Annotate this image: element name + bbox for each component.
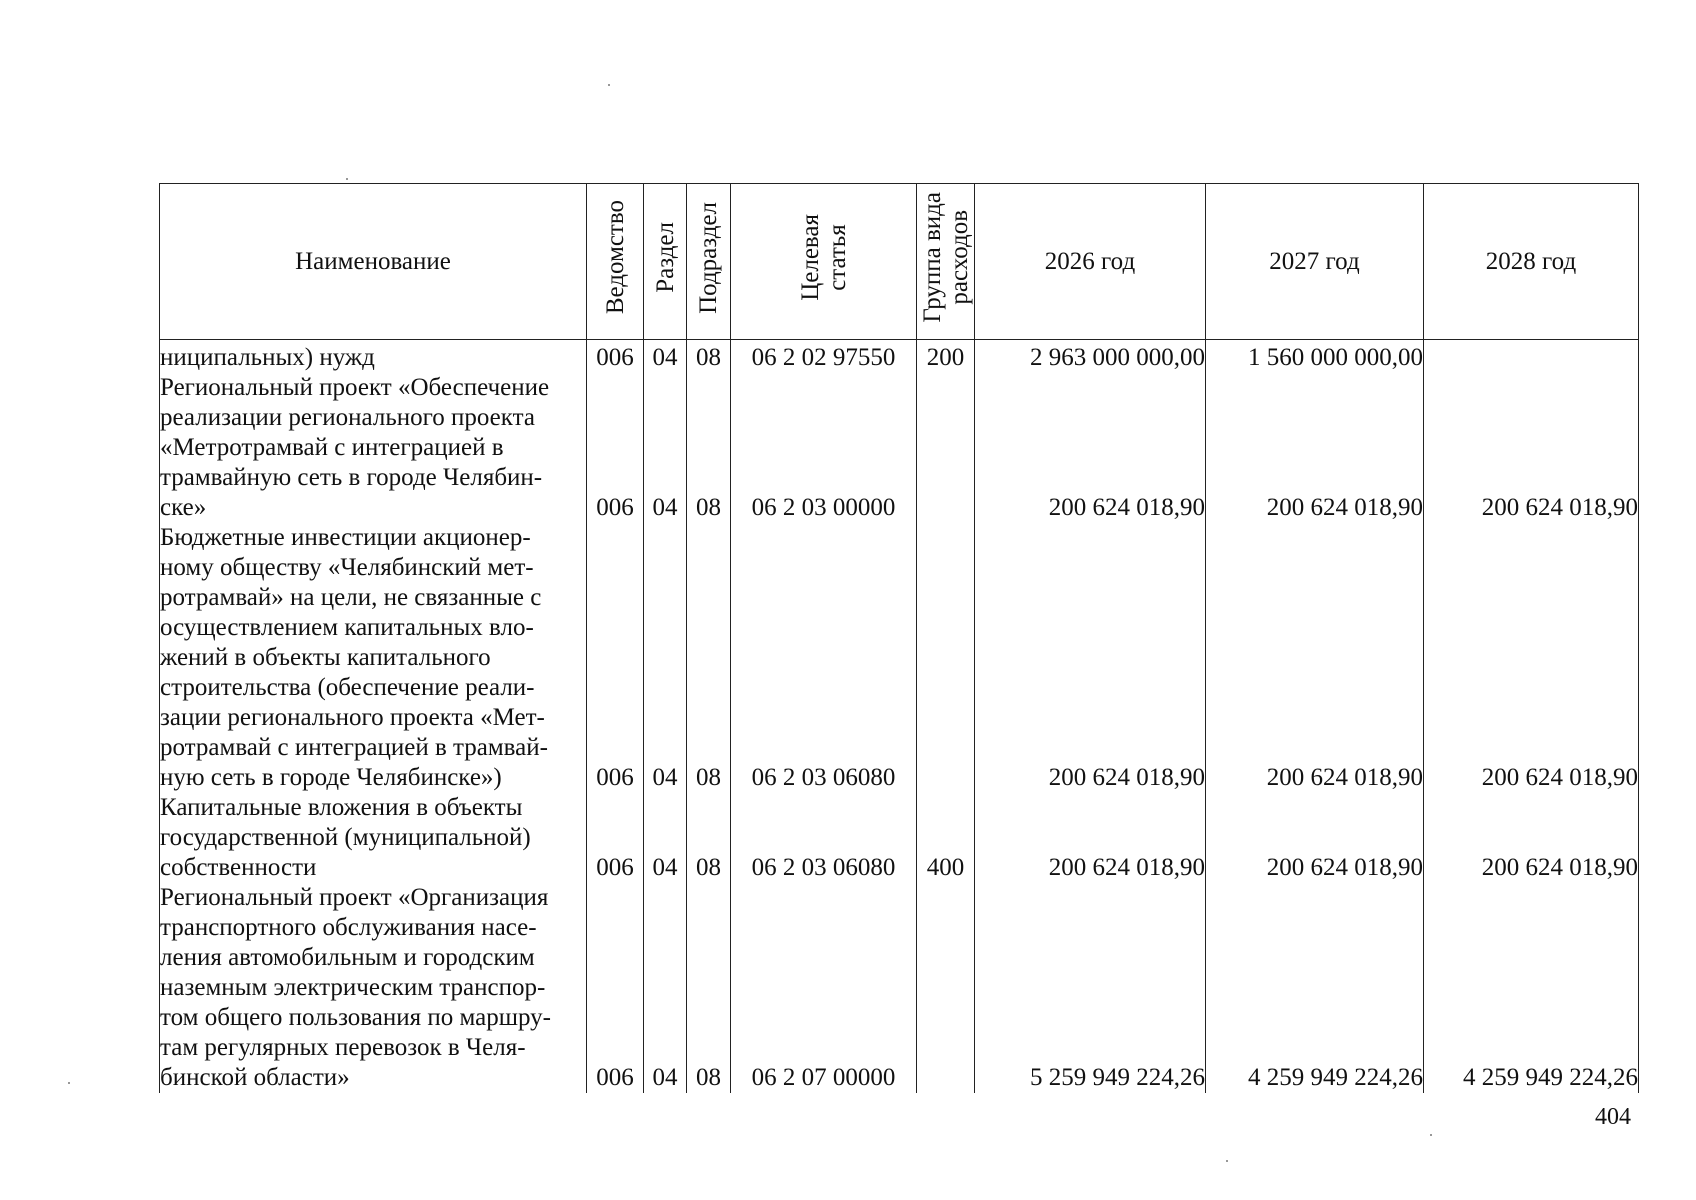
scan-speck [1430,1134,1432,1136]
row-target-article: 06 2 03 00000 [731,373,917,523]
row-amount-2026: 5 259 949 224,26 [975,883,1206,1093]
table-row [160,340,1639,374]
header-year-2026: 2026 год [975,184,1206,340]
row-subsection: 08 [687,793,731,883]
scan-speck [1226,1160,1228,1162]
table-row [160,793,1639,883]
row-department: 006 [587,523,644,793]
row-amount-2027: 1 560 000 000,00 [1206,340,1424,374]
row-name: Региональный проект «Обеспечение реализации регионального проекта «Метротрамвай с интеграцией в трамвайную сеть в городе Челябин- ске» [160,373,587,523]
row-expense-group [917,373,975,523]
row-target-article: 06 2 02 97550 [731,340,917,374]
row-amount-2027: 200 624 018,90 [1206,373,1424,523]
row-expense-group [917,523,975,793]
table-row [160,373,1639,523]
row-subsection: 08 [687,340,731,374]
scan-speck [608,84,610,86]
row-name: Региональный проект «Организация транспортного обслуживания насе- ления автомобильным и городским наземным электрическим транспор- том общего пользования по маршру- там регулярных перевозок в Челя- бинской области» [160,883,587,1093]
row-amount-2028: 200 624 018,90 [1424,523,1639,793]
row-subsection: 08 [687,373,731,523]
header-name: Наименование [160,184,587,340]
header-department: Ведомство [587,184,644,340]
row-target-article: 06 2 03 06080 [731,793,917,883]
row-amount-2026: 200 624 018,90 [975,523,1206,793]
row-amount-2028 [1424,340,1639,374]
page-number: 404 [1595,1104,1631,1130]
header-expense-group: Группа вида расходов [917,184,975,340]
header-year-2027: 2027 год [1206,184,1424,340]
row-name: Капитальные вложения в объекты государственной (муниципальной) собственности [160,793,587,883]
row-name: ниципальных) нужд [160,340,587,374]
row-department: 006 [587,340,644,374]
row-subsection: 08 [687,883,731,1093]
row-expense-group: 200 [917,340,975,374]
scan-speck [346,178,348,180]
row-expense-group: 400 [917,793,975,883]
scan-speck [68,1082,70,1084]
row-section: 04 [644,373,687,523]
row-section: 04 [644,523,687,793]
row-department: 006 [587,883,644,1093]
row-section: 04 [644,340,687,374]
header-section: Раздел [644,184,687,340]
row-name: Бюджетные инвестиции акционер- ному обществу «Челябинский мет- ротрамвай» на цели, не связанные с осуществлением капитальных вло- жений в объекты капитального строительства (обеспечение реали- зации регионального проекта «Мет- ротрамвай с интеграцией в трамвай- ную сеть в городе Челябинске») [160,523,587,793]
row-amount-2028: 200 624 018,90 [1424,373,1639,523]
budget-table [159,183,1639,1093]
row-amount-2027: 200 624 018,90 [1206,523,1424,793]
row-amount-2026: 200 624 018,90 [975,793,1206,883]
table-row [160,523,1639,793]
header-subsection: Подраздел [687,184,731,340]
header-target-article: Целевая статья [731,184,917,340]
table-row [160,883,1639,1093]
row-amount-2026: 2 963 000 000,00 [975,340,1206,374]
row-section: 04 [644,793,687,883]
row-amount-2028: 4 259 949 224,26 [1424,883,1639,1093]
row-target-article: 06 2 03 06080 [731,523,917,793]
row-subsection: 08 [687,523,731,793]
row-section: 04 [644,883,687,1093]
row-amount-2028: 200 624 018,90 [1424,793,1639,883]
header-year-2028: 2028 год [1424,184,1639,340]
row-department: 006 [587,373,644,523]
row-amount-2027: 4 259 949 224,26 [1206,883,1424,1093]
row-target-article: 06 2 07 00000 [731,883,917,1093]
row-amount-2026: 200 624 018,90 [975,373,1206,523]
row-amount-2027: 200 624 018,90 [1206,793,1424,883]
table-header [160,184,1639,340]
row-expense-group [917,883,975,1093]
row-department: 006 [587,793,644,883]
